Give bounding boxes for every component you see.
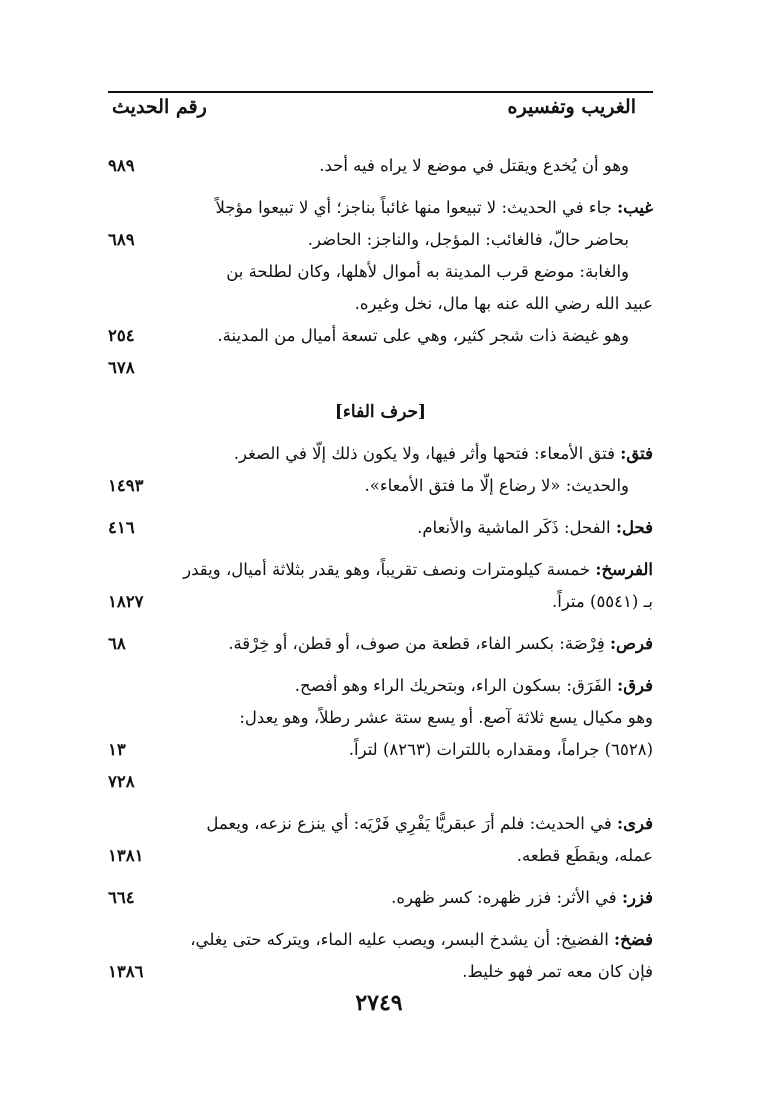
entry-line: وهو غيضة ذات شجر كثير، وهي على تسعة أميال من المدينة. bbox=[217, 326, 629, 345]
hadith-number bbox=[108, 438, 178, 470]
entry-line: فرص: فِرْصَة: بكسر الفاء، قطعة من صوف، أو قطن، أو خِرْقة. bbox=[228, 634, 653, 653]
headword: فرص: bbox=[609, 634, 653, 653]
hadith-number: ١٣٨٦ bbox=[108, 962, 144, 981]
entry-line: عبيد الله رضي الله عنه بها مال، نخل وغيره. bbox=[354, 294, 653, 313]
section-heading: [حرف الفاء] bbox=[334, 402, 427, 422]
hadith-number bbox=[108, 808, 178, 840]
entry-line: فزر: في الأثر: فزر ظهره: كسر ظهره. bbox=[391, 888, 653, 907]
entry-text bbox=[178, 150, 653, 182]
hadith-number bbox=[108, 256, 178, 288]
hadith-number-column bbox=[108, 150, 178, 182]
hadith-number: ١٤٩٣ bbox=[108, 476, 144, 495]
glossary-entry bbox=[108, 808, 653, 872]
glossary-entry bbox=[108, 150, 653, 182]
entry-text bbox=[178, 670, 653, 798]
hadith-number bbox=[108, 288, 178, 320]
glossary-entry bbox=[108, 438, 653, 502]
entry-line: فحل: الفحل: ذَكَر الماشية والأنعام. bbox=[417, 518, 653, 537]
glossary-entry bbox=[108, 670, 653, 798]
entry-text bbox=[178, 554, 653, 618]
hadith-number: ٦٨ bbox=[108, 634, 126, 653]
hadith-number: ٤١٦ bbox=[108, 518, 135, 537]
entry-text bbox=[178, 882, 653, 914]
entry-text bbox=[178, 628, 653, 660]
headword: الفرسخ: bbox=[595, 560, 653, 579]
running-header-title: الغريب وتفسيره bbox=[507, 96, 636, 118]
entry-line: فرق: الفَرَق: بسكون الراء، وبتحريك الراء وهو أفصح. bbox=[294, 676, 653, 695]
hadith-number: ٧٢٨ bbox=[108, 772, 135, 791]
entry-line: وهو مكيال يسع ثلاثة آصع. أو يسع ستة عشر رطلاً، وهو يعدل: bbox=[239, 708, 653, 727]
entry-line: والحديث: «لا رضاع إلّا ما فتق الأمعاء». bbox=[364, 476, 629, 495]
headword: غيب: bbox=[617, 198, 653, 217]
glossary-entry bbox=[108, 554, 653, 618]
glossary-entry bbox=[108, 628, 653, 660]
headword: فرى: bbox=[617, 814, 653, 833]
hadith-number-column bbox=[108, 882, 178, 914]
entry-text bbox=[178, 438, 653, 502]
entry-line: فضخ: الفضيخ: أن يشدخ البسر، ويصب عليه الماء، ويتركه حتى يغلي، bbox=[190, 930, 653, 949]
entry-line: فإن كان معه تمر فهو خليط. bbox=[462, 962, 653, 981]
glossary-entry bbox=[108, 882, 653, 914]
hadith-number: ٦٦٤ bbox=[108, 888, 135, 907]
entry-line bbox=[178, 766, 653, 798]
headword: فزر: bbox=[621, 888, 653, 907]
hadith-number-column bbox=[108, 438, 178, 502]
hadith-number-column bbox=[108, 808, 178, 872]
hadith-number-column bbox=[108, 554, 178, 618]
running-header-column-label: رقم الحديث bbox=[112, 96, 207, 118]
entry-line: الفرسخ: خمسة كيلومترات ونصف تقريباً، وهو يقدر بثلاثة أميال، ويقدر bbox=[183, 560, 653, 579]
headword: فتق: bbox=[620, 444, 653, 463]
hadith-number-column bbox=[108, 670, 178, 798]
entry-line: والغابة: موضع قرب المدينة به أموال لأهلها، وكان لطلحة بن bbox=[226, 262, 629, 281]
header-rule bbox=[108, 91, 653, 93]
entry-line: بحاضر حالّ، فالغائب: المؤجل، والناجز: الحاضر. bbox=[307, 230, 629, 249]
hadith-number: ٦٧٨ bbox=[108, 358, 135, 377]
hadith-number: ١٣ bbox=[108, 740, 126, 759]
hadith-number bbox=[108, 554, 178, 586]
glossary-entry bbox=[108, 192, 653, 384]
entry-line bbox=[178, 352, 653, 384]
hadith-number bbox=[108, 670, 178, 702]
hadith-number: ٢٥٤ bbox=[108, 326, 135, 345]
entry-text bbox=[178, 924, 653, 988]
glossary-entry bbox=[108, 512, 653, 544]
entry-line: فتق: فتق الأمعاء: فتحها وأثر فيها، ولا يكون ذلك إلّا في الصغر. bbox=[233, 444, 653, 463]
entry-line: بـ (٥٥٤١) متراً. bbox=[552, 592, 653, 611]
hadith-number-column bbox=[108, 628, 178, 660]
hadith-number: ١٨٢٧ bbox=[108, 592, 144, 611]
glossary-entry bbox=[108, 924, 653, 988]
hadith-number bbox=[108, 192, 178, 224]
entry-text bbox=[178, 512, 653, 544]
hadith-number-column bbox=[108, 924, 178, 988]
entry-text bbox=[178, 808, 653, 872]
hadith-number bbox=[108, 702, 178, 734]
page-number: ٢٧٤٩ bbox=[355, 990, 403, 1016]
entry-line: فرى: في الحديث: فلم أرَ عبقريًّا يَفْرِي فَرْيَه: أي ينزع نزعه، ويعمل bbox=[206, 814, 653, 833]
hadith-number: ٩٨٩ bbox=[108, 156, 135, 175]
entry-line: غيب: جاء في الحديث: لا تبيعوا منها غائباً بناجز؛ أي لا تبيعوا مؤجلاً bbox=[215, 198, 653, 217]
hadith-number-column bbox=[108, 192, 178, 384]
headword: فضخ: bbox=[614, 930, 653, 949]
entry-line: (٦٥٢٨) جراماً، ومقداره باللترات (٨٢٦٣) لتراً. bbox=[348, 740, 653, 759]
hadith-number: ٦٨٩ bbox=[108, 230, 135, 249]
headword: فرق: bbox=[617, 676, 653, 695]
headword: فحل: bbox=[615, 518, 653, 537]
hadith-number: ١٣٨١ bbox=[108, 846, 144, 865]
entry-line: وهو أن يُخدع ويقتل في موضع لا يراه فيه أحد. bbox=[319, 156, 629, 175]
glossary-body bbox=[108, 150, 653, 998]
entry-line: عمله، ويقطَع قطعه. bbox=[516, 846, 653, 865]
hadith-number-column bbox=[108, 512, 178, 544]
hadith-number bbox=[108, 924, 178, 956]
entry-text bbox=[178, 192, 653, 384]
